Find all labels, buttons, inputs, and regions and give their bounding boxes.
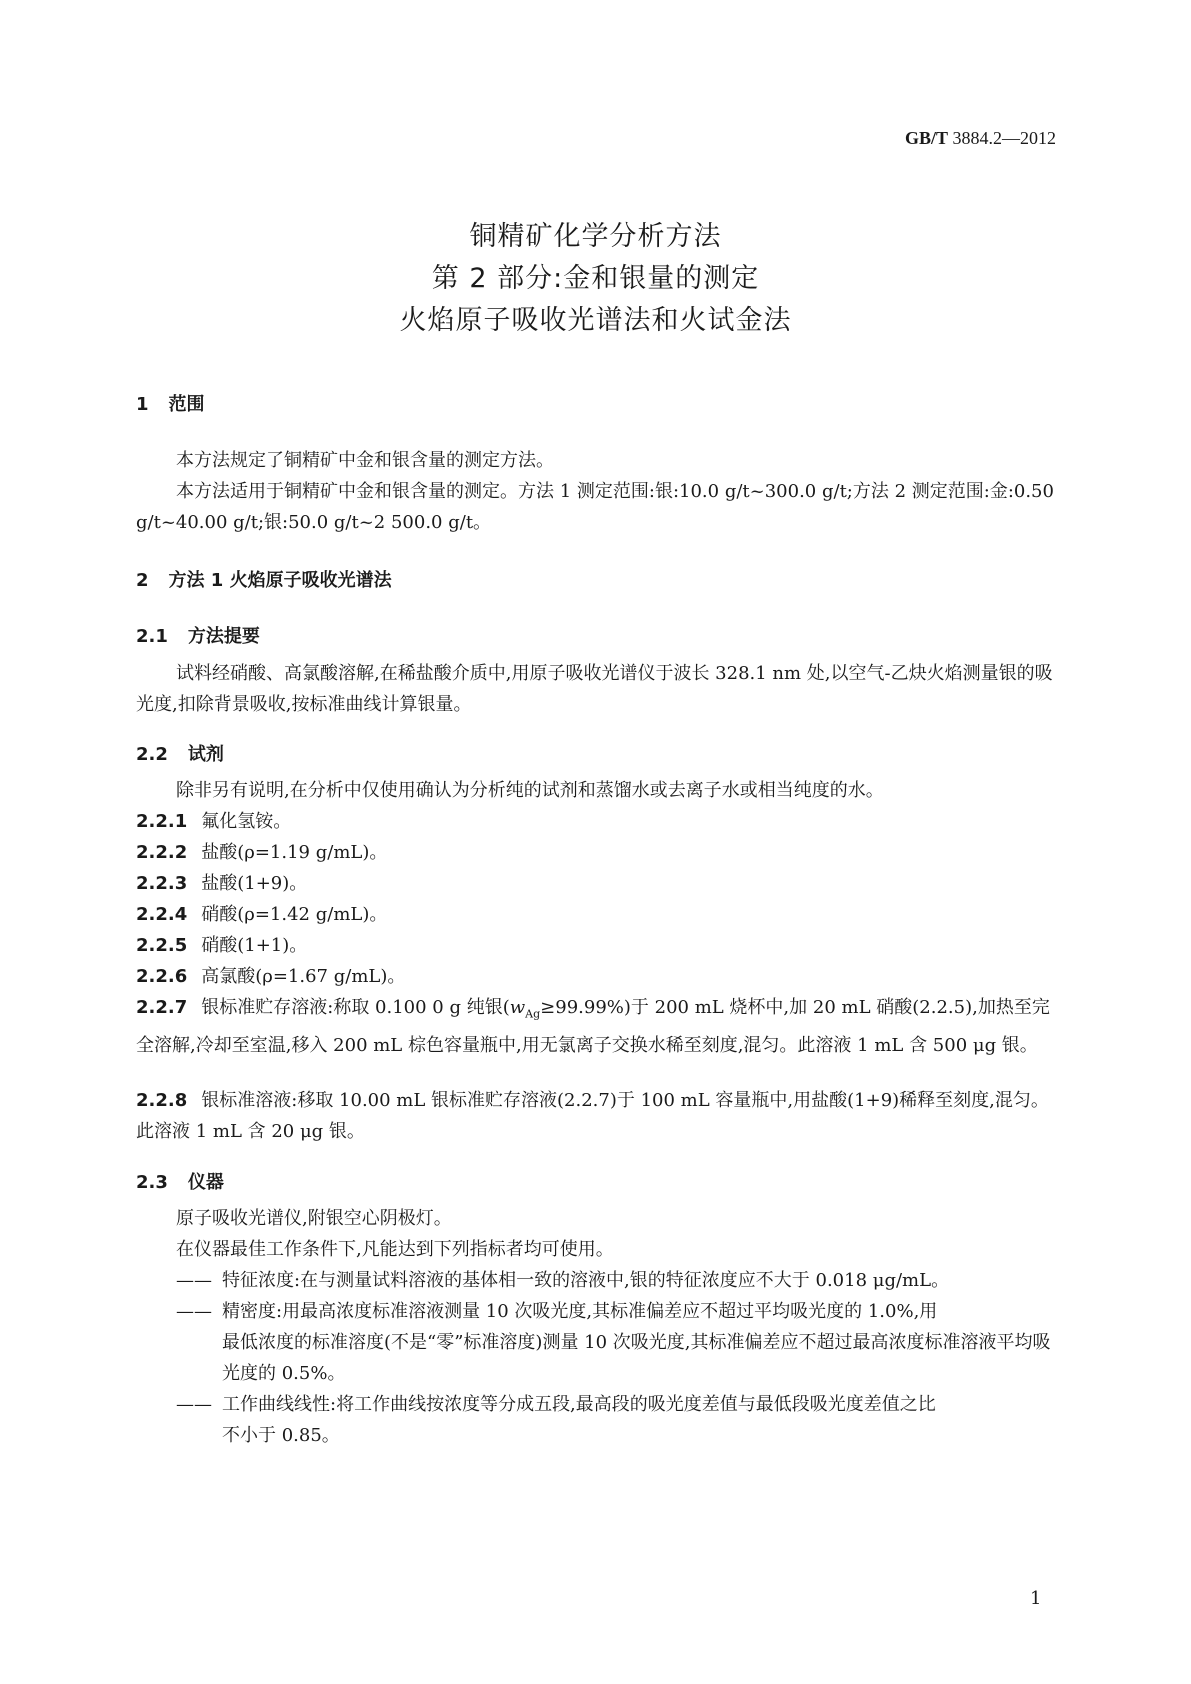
reagent-item-silver-standard: 2.2.8 银标准溶液:移取 10.00 mL 银标准贮存溶液(2.2.7)于 100 mL 容量瓶中,用盐酸(1+9)稀释至刻度,混匀。此溶液 1 mL 含 20 μg 银。 (136, 1090, 1049, 1142)
section-1-heading (136, 390, 205, 416)
section-number: 2.1 (136, 626, 168, 647)
page-number: 1 (1030, 1588, 1042, 1609)
section-number: 1 (136, 394, 149, 415)
reagent-item: 2.2.3 盐酸(1+9)。 (136, 873, 308, 894)
section-number: 2.3 (136, 1172, 168, 1193)
title-line-3: 火焰原子吸收光谱法和火试金法 (399, 305, 792, 336)
reagent-item: 2.2.2 盐酸(ρ=1.19 g/mL)。 (136, 842, 388, 863)
reagent-item: 2.2.4 硝酸(ρ=1.42 g/mL)。 (136, 904, 388, 925)
title-line-1: 铜精矿化学分析方法 (469, 221, 722, 252)
section-title: 方法 1 火焰原子吸收光谱法 (168, 570, 392, 591)
reagent-item-silver-stock: 2.2.7 银标准贮存溶液:称取 0.100 0 g 纯银$(w_{Ag}\ge 99.99\%)$于 200 mL 烧杯中,加 20 mL 硝酸(2.2.5),加热至完全溶解,冷却至室温,移入 200 mL 棕色容量瓶中,用无氯离子交换水稀至刻度,混匀。此溶液 1 mL 含 500 μg 银。 (136, 997, 1050, 1056)
section-2-2-heading (136, 740, 224, 766)
standard-number (820, 128, 1056, 149)
section-number: 2 (136, 570, 149, 591)
section-title: 方法提要 (187, 626, 260, 647)
section-number: 2.2 (136, 744, 168, 765)
reagents-intro: 除非另有说明,在分析中仅使用确认为分析纯的试剂和蒸馏水或去离子水或相当纯度的水。 (176, 780, 884, 801)
standard-prefix: GB/T (904, 128, 948, 148)
section-2-3-heading (136, 1168, 224, 1194)
scope-paragraph-1: 本方法规定了铜精矿中金和银含量的测定方法。 (176, 450, 554, 471)
instrument-paragraph-2: 在仪器最佳工作条件下,凡能达到下列指标者均可使用。 (176, 1239, 614, 1260)
section-2-heading (136, 566, 392, 592)
instrument-criterion: —— 工作曲线线性:将工作曲线按浓度等分成五段,最高段的吸光度差值与最低段吸光度差值之比 不小于 0.85。 (176, 1394, 936, 1446)
reagent-item: 2.2.5 硝酸(1+1)。 (136, 935, 308, 956)
section-title: 仪器 (187, 1172, 224, 1193)
method-summary-paragraph: 试料经硝酸、高氯酸溶解,在稀盐酸介质中,用原子吸收光谱仪于波长 328.1 nm 处,以空气-乙炔火焰测量银的吸光度,扣除背景吸收,按标准曲线计算银量。 (136, 663, 1053, 715)
instrument-criterion: —— 精密度:用最高浓度标准溶液测量 10 次吸光度,其标准偏差应不超过平均吸光度的 1.0%,用 最低浓度的标准溶度(不是“零”标准溶度)测量 10 次吸光度,其标准偏差应不超过最高浓度标准溶液平均吸光度的 0.5%。 (176, 1301, 1051, 1384)
section-2-1-heading (136, 622, 260, 648)
section-title: 试剂 (187, 744, 224, 765)
title-line-2: 第 2 部分:金和银量的测定 (431, 263, 760, 294)
instrument-criterion: —— 特征浓度:在与测量试料溶液的基体相一致的溶液中,银的特征浓度应不大于 0.018 μg/mL。 (176, 1270, 950, 1291)
instrument-paragraph-1: 原子吸收光谱仪,附银空心阴极灯。 (176, 1208, 452, 1229)
reagent-item: 2.2.1 氟化氢铵。 (136, 811, 292, 832)
section-title: 范围 (168, 394, 205, 415)
reagent-item: 2.2.6 高氯酸(ρ=1.67 g/mL)。 (136, 966, 406, 987)
scope-paragraph-2: 本方法适用于铜精矿中金和银含量的测定。方法 1 测定范围:银:10.0 g/t~300.0 g/t;方法 2 测定范围:金:0.50 g/t~40.00 g/t;银:50.0 g/t~2 500.0 g/t。 (136, 481, 1054, 533)
standard-code: 3884.2—2012 (952, 128, 1056, 148)
